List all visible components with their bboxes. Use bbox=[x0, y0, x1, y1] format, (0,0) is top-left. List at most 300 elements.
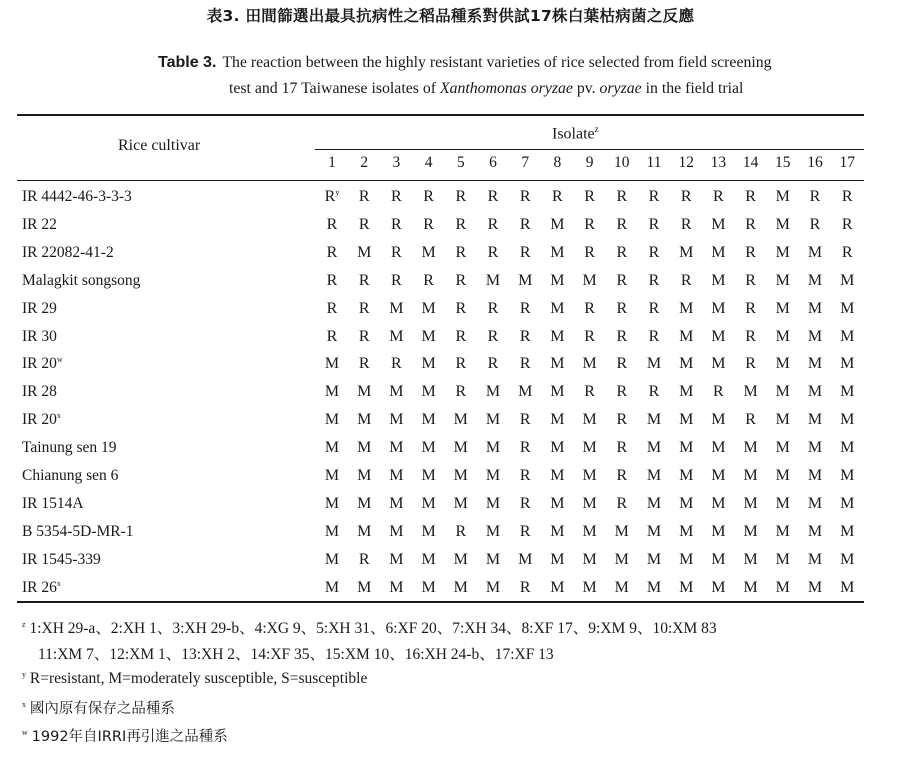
reaction-cell bbox=[413, 551, 445, 569]
reaction-value: M bbox=[711, 215, 726, 233]
reaction-value: M bbox=[775, 243, 790, 261]
reaction-cell bbox=[831, 216, 863, 234]
reaction-value: R bbox=[487, 299, 499, 317]
reaction-value: M bbox=[646, 355, 662, 373]
reaction-cell bbox=[670, 216, 702, 234]
reaction-cell bbox=[767, 523, 799, 541]
reaction-cell bbox=[477, 216, 509, 234]
reaction-cell bbox=[541, 272, 573, 290]
reaction-cell bbox=[348, 188, 380, 206]
reaction-value: R bbox=[584, 188, 595, 205]
reaction-value: M bbox=[389, 411, 404, 429]
reaction-value: R bbox=[455, 215, 467, 233]
reaction-value: R bbox=[616, 383, 628, 401]
isolate-number: 8 bbox=[553, 154, 562, 171]
reaction-value: M bbox=[421, 411, 436, 429]
reaction-value: R bbox=[616, 467, 628, 484]
isolate-number: 1 bbox=[328, 154, 336, 171]
reaction-cell bbox=[831, 355, 863, 373]
reaction-value: R bbox=[519, 327, 531, 345]
reaction-value: M bbox=[807, 243, 823, 261]
reaction-value: M bbox=[550, 550, 565, 568]
reaction-value: R bbox=[680, 271, 692, 289]
reaction-value: M bbox=[324, 494, 340, 512]
reaction-cell bbox=[799, 300, 831, 318]
reaction-value: M bbox=[711, 550, 726, 568]
reaction-value: M bbox=[807, 383, 823, 401]
reaction-cell bbox=[348, 579, 380, 597]
footnote-w-mark: w bbox=[22, 728, 28, 737]
reaction-cell bbox=[606, 383, 638, 401]
reaction-cell bbox=[767, 467, 799, 485]
cultivar-text: IR 22 bbox=[22, 215, 57, 233]
isolate-number: 17 bbox=[839, 154, 855, 171]
reaction-cell bbox=[767, 495, 799, 513]
cultivar-text: Tainung sen 19 bbox=[22, 439, 117, 457]
reaction-value: R bbox=[455, 327, 467, 345]
reaction-value: R bbox=[519, 411, 531, 429]
table-row bbox=[0, 378, 901, 406]
reaction-cell bbox=[316, 523, 348, 541]
reaction-value: R bbox=[616, 327, 628, 345]
reaction-cell bbox=[606, 188, 638, 206]
reaction-cell bbox=[509, 523, 541, 541]
reaction-value: R bbox=[391, 215, 402, 233]
table-row bbox=[0, 574, 901, 602]
reaction-cell bbox=[638, 300, 670, 318]
reaction-cell bbox=[445, 328, 477, 346]
table-row bbox=[0, 239, 901, 267]
column-header-isolate bbox=[552, 124, 599, 143]
reaction-value: R bbox=[616, 243, 628, 261]
reaction-value: R bbox=[326, 299, 338, 317]
reaction-footnote-mark: y bbox=[335, 188, 340, 197]
reaction-cell bbox=[316, 272, 348, 290]
reaction-cell bbox=[477, 467, 509, 485]
reaction-value: R bbox=[358, 355, 370, 373]
reaction-value: M bbox=[324, 522, 340, 540]
isolate-number: 16 bbox=[807, 154, 823, 171]
reaction-value: R bbox=[745, 355, 756, 373]
reaction-value: M bbox=[582, 467, 597, 484]
reaction-cell bbox=[445, 216, 477, 234]
reaction-cell bbox=[413, 188, 445, 206]
reaction-value: R bbox=[358, 299, 370, 317]
reaction-value: M bbox=[453, 578, 468, 596]
reaction-cell bbox=[509, 579, 541, 597]
table-top-rule bbox=[17, 114, 864, 116]
reaction-value: M bbox=[550, 494, 565, 512]
reaction-value: M bbox=[550, 327, 565, 345]
reaction-value: R bbox=[519, 215, 531, 233]
reaction-value: M bbox=[389, 522, 404, 540]
title-line2-part-a: test and 17 Taiwanese isolates of bbox=[229, 80, 440, 97]
reaction-value: M bbox=[711, 355, 726, 373]
reaction-value: M bbox=[711, 327, 726, 345]
column-header-rice-cultivar: Rice cultivar bbox=[118, 137, 201, 154]
isolate-header-text: Isolate bbox=[552, 125, 595, 143]
reaction-value: M bbox=[840, 578, 855, 596]
reaction-value: R bbox=[648, 383, 660, 401]
reaction-value: M bbox=[775, 215, 790, 233]
reaction-cell bbox=[735, 411, 767, 429]
reaction-cell bbox=[509, 216, 541, 234]
reaction-value: R bbox=[648, 188, 660, 205]
reaction-value: R bbox=[841, 243, 853, 261]
reaction-value: M bbox=[775, 355, 790, 373]
reaction-value: M bbox=[775, 271, 790, 289]
reaction-value: R bbox=[487, 327, 499, 345]
isolate-number: 10 bbox=[614, 154, 630, 171]
reaction-cell bbox=[735, 355, 767, 373]
reaction-value: R bbox=[745, 188, 756, 205]
reaction-cell bbox=[735, 244, 767, 262]
reaction-value: M bbox=[357, 578, 372, 596]
cultivar-name bbox=[22, 272, 140, 290]
reaction-value: M bbox=[743, 467, 758, 484]
reaction-cell bbox=[380, 355, 412, 373]
reaction-value: R bbox=[487, 188, 499, 205]
reaction-value: M bbox=[646, 578, 662, 596]
reaction-cell bbox=[767, 411, 799, 429]
reaction-cell bbox=[348, 495, 380, 513]
reaction-cell bbox=[477, 188, 509, 206]
reaction-cell bbox=[799, 272, 831, 290]
reaction-cell bbox=[316, 411, 348, 429]
reaction-cell bbox=[702, 244, 734, 262]
title-line2-part-c: in the field trial bbox=[641, 80, 744, 97]
reaction-cell bbox=[799, 355, 831, 373]
reaction-value: R bbox=[358, 188, 370, 205]
reaction-value: M bbox=[389, 494, 404, 512]
reaction-cell bbox=[702, 579, 734, 597]
reaction-cell bbox=[380, 439, 412, 457]
reaction-value: R bbox=[519, 494, 531, 512]
reaction-cell bbox=[574, 467, 606, 485]
reaction-value: M bbox=[679, 411, 694, 429]
reaction-cell bbox=[413, 355, 445, 373]
reaction-value: M bbox=[324, 439, 340, 457]
reaction-cell bbox=[606, 411, 638, 429]
reaction-cell bbox=[606, 467, 638, 485]
reaction-value: M bbox=[840, 327, 855, 345]
reaction-value: R bbox=[455, 355, 467, 373]
reaction-cell bbox=[799, 244, 831, 262]
reaction-cell bbox=[348, 411, 380, 429]
reaction-value: R bbox=[680, 215, 692, 233]
reaction-cell bbox=[670, 244, 702, 262]
table-row bbox=[0, 267, 901, 295]
reaction-value: M bbox=[324, 383, 340, 401]
reaction-cell bbox=[316, 188, 348, 206]
reaction-value: R bbox=[745, 243, 756, 261]
reaction-value: R bbox=[713, 383, 724, 401]
reaction-value: R bbox=[809, 215, 821, 233]
reaction-cell bbox=[606, 551, 638, 569]
reaction-cell bbox=[702, 216, 734, 234]
reaction-cell bbox=[445, 411, 477, 429]
isolate-header-rule bbox=[315, 149, 864, 150]
reaction-value: M bbox=[840, 522, 855, 540]
reaction-value: M bbox=[711, 578, 726, 596]
isolate-number: 3 bbox=[392, 154, 401, 171]
reaction-cell bbox=[509, 467, 541, 485]
reaction-cell bbox=[799, 579, 831, 597]
reaction-cell bbox=[670, 467, 702, 485]
reaction-value: R bbox=[455, 243, 467, 261]
cultivar-name bbox=[22, 579, 61, 597]
reaction-value: M bbox=[679, 522, 694, 540]
reaction-cell bbox=[509, 188, 541, 206]
reaction-cell bbox=[702, 188, 734, 206]
header-bottom-rule bbox=[17, 180, 864, 181]
reaction-value: M bbox=[485, 494, 501, 512]
reaction-value: R bbox=[423, 215, 434, 233]
reaction-value: M bbox=[840, 271, 855, 289]
reaction-cell bbox=[735, 551, 767, 569]
isolate-number: 2 bbox=[360, 154, 369, 171]
reaction-cell bbox=[413, 439, 445, 457]
reaction-cell bbox=[348, 300, 380, 318]
reaction-cell bbox=[541, 328, 573, 346]
cultivar-text: IR 20 bbox=[22, 355, 57, 373]
reaction-value: R bbox=[519, 188, 531, 205]
reaction-cell bbox=[380, 411, 412, 429]
reaction-value: M bbox=[582, 271, 597, 289]
cultivar-name bbox=[22, 523, 134, 541]
reaction-value: M bbox=[357, 243, 372, 261]
reaction-cell bbox=[574, 216, 606, 234]
reaction-value: M bbox=[550, 578, 565, 596]
reaction-cell bbox=[509, 328, 541, 346]
reaction-value: M bbox=[679, 467, 694, 484]
reaction-cell bbox=[509, 383, 541, 401]
reaction-value: M bbox=[775, 467, 790, 484]
reaction-cell bbox=[831, 523, 863, 541]
reaction-cell bbox=[831, 383, 863, 401]
reaction-value: M bbox=[453, 411, 468, 429]
reaction-cell bbox=[316, 216, 348, 234]
reaction-cell bbox=[348, 551, 380, 569]
reaction-value: M bbox=[357, 383, 372, 401]
reaction-value: R bbox=[326, 327, 338, 345]
reaction-cell bbox=[380, 188, 412, 206]
reaction-value: M bbox=[807, 578, 823, 596]
reaction-cell bbox=[735, 495, 767, 513]
reaction-cell bbox=[735, 439, 767, 457]
reaction-value: M bbox=[807, 550, 823, 568]
reaction-value: R bbox=[648, 299, 660, 317]
reaction-cell bbox=[767, 551, 799, 569]
reaction-value: R bbox=[616, 271, 628, 289]
reaction-value: M bbox=[421, 550, 436, 568]
reaction-cell bbox=[735, 383, 767, 401]
reaction-cell bbox=[670, 355, 702, 373]
reaction-cell bbox=[541, 383, 573, 401]
reaction-value: R bbox=[616, 439, 628, 457]
isolate-number: 15 bbox=[775, 154, 791, 171]
cultivar-text: IR 1514A bbox=[22, 494, 84, 512]
reaction-cell bbox=[541, 216, 573, 234]
reaction-value: R bbox=[648, 243, 660, 261]
reaction-value: M bbox=[807, 522, 823, 540]
reaction-cell bbox=[606, 495, 638, 513]
reaction-value: M bbox=[840, 439, 855, 457]
title-line2-part-b: pv. bbox=[572, 80, 600, 97]
reaction-value: M bbox=[550, 383, 565, 401]
reaction-cell bbox=[574, 300, 606, 318]
reaction-value: M bbox=[453, 439, 468, 457]
reaction-value: M bbox=[743, 578, 758, 596]
reaction-cell bbox=[445, 467, 477, 485]
reaction-value: M bbox=[421, 383, 436, 401]
reaction-value: M bbox=[324, 550, 340, 568]
reaction-value: M bbox=[389, 550, 404, 568]
reaction-value: R bbox=[809, 188, 821, 205]
reaction-value: M bbox=[421, 494, 436, 512]
reaction-cell bbox=[477, 244, 509, 262]
isolate-number: 9 bbox=[585, 154, 594, 171]
reaction-cell bbox=[799, 495, 831, 513]
reaction-value: R bbox=[487, 355, 499, 373]
reaction-cell bbox=[380, 300, 412, 318]
reaction-value: M bbox=[711, 271, 726, 289]
reaction-cell bbox=[799, 216, 831, 234]
reaction-value: R bbox=[455, 383, 467, 401]
reaction-value: M bbox=[807, 439, 823, 457]
reaction-value: M bbox=[357, 522, 372, 540]
reaction-value: R bbox=[326, 243, 338, 261]
reaction-value: R bbox=[584, 383, 595, 401]
reaction-value: M bbox=[421, 355, 436, 373]
reaction-cell bbox=[541, 579, 573, 597]
reaction-value: M bbox=[582, 355, 597, 373]
reaction-value: R bbox=[519, 467, 531, 484]
footnote-x bbox=[22, 697, 175, 718]
reaction-cell bbox=[413, 216, 445, 234]
cultivar-text: B 5354-5D-MR-1 bbox=[22, 522, 134, 540]
reaction-value: R bbox=[648, 327, 660, 345]
table-row bbox=[0, 434, 901, 462]
reaction-value: M bbox=[775, 188, 790, 205]
reaction-cell bbox=[509, 495, 541, 513]
reaction-cell bbox=[799, 328, 831, 346]
reaction-value: M bbox=[550, 522, 565, 540]
reaction-cell bbox=[767, 579, 799, 597]
reaction-cell bbox=[574, 523, 606, 541]
reaction-cell bbox=[799, 383, 831, 401]
cultivar-text: Chianung sen 6 bbox=[22, 467, 119, 484]
reaction-value: M bbox=[840, 355, 855, 373]
reaction-cell bbox=[348, 216, 380, 234]
reaction-cell bbox=[541, 411, 573, 429]
reaction-cell bbox=[606, 439, 638, 457]
reaction-value: R bbox=[519, 299, 531, 317]
reaction-cell bbox=[380, 467, 412, 485]
reaction-value: M bbox=[679, 327, 694, 345]
reaction-cell bbox=[670, 495, 702, 513]
reaction-value: M bbox=[389, 439, 404, 457]
reaction-cell bbox=[670, 272, 702, 290]
reaction-cell bbox=[574, 272, 606, 290]
reaction-cell bbox=[831, 328, 863, 346]
table-row bbox=[0, 518, 901, 546]
reaction-value: R bbox=[358, 550, 370, 568]
reaction-cell bbox=[477, 439, 509, 457]
reaction-value: M bbox=[646, 522, 662, 540]
reaction-cell bbox=[767, 244, 799, 262]
reaction-value: R bbox=[745, 215, 756, 233]
reaction-value: M bbox=[485, 271, 501, 289]
reaction-cell bbox=[638, 411, 670, 429]
footnote-z-line1 bbox=[22, 616, 717, 638]
isolate-number: 6 bbox=[489, 154, 497, 171]
reaction-value: R bbox=[358, 215, 370, 233]
reaction-cell bbox=[799, 523, 831, 541]
table-row bbox=[0, 406, 901, 434]
reaction-value: R bbox=[616, 299, 628, 317]
reaction-cell bbox=[574, 383, 606, 401]
reaction-cell bbox=[380, 216, 412, 234]
reaction-cell bbox=[606, 300, 638, 318]
reaction-cell bbox=[574, 551, 606, 569]
reaction-value: M bbox=[582, 439, 597, 457]
reaction-value: R bbox=[745, 299, 756, 317]
reaction-cell bbox=[670, 579, 702, 597]
reaction-cell bbox=[541, 439, 573, 457]
reaction-cell bbox=[638, 523, 670, 541]
reaction-cell bbox=[509, 272, 541, 290]
reaction-cell bbox=[445, 495, 477, 513]
title-line1-text: The reaction between the highly resistant varieties of rice selected from field screening bbox=[222, 54, 772, 71]
reaction-value: R bbox=[616, 355, 628, 373]
reaction-value: M bbox=[743, 383, 758, 401]
reaction-cell bbox=[767, 300, 799, 318]
reaction-value: M bbox=[646, 411, 662, 429]
reaction-cell bbox=[735, 579, 767, 597]
cultivar-text: IR 20 bbox=[22, 411, 57, 429]
reaction-cell bbox=[445, 383, 477, 401]
reaction-cell bbox=[509, 244, 541, 262]
reaction-value: R bbox=[391, 243, 402, 261]
reaction-cell bbox=[445, 188, 477, 206]
reaction-value: R bbox=[745, 411, 756, 429]
reaction-value: R bbox=[552, 188, 563, 205]
reaction-value: M bbox=[807, 355, 823, 373]
reaction-value: M bbox=[807, 299, 823, 317]
reaction-cell bbox=[670, 411, 702, 429]
reaction-value: M bbox=[582, 578, 597, 596]
reaction-value: M bbox=[840, 494, 855, 512]
title-species-name: Xanthomonas oryzae bbox=[439, 80, 573, 97]
reaction-cell bbox=[348, 272, 380, 290]
cultivar-text: IR 30 bbox=[22, 327, 57, 345]
reaction-cell bbox=[606, 272, 638, 290]
footnote-y-mark: y bbox=[22, 670, 26, 679]
reaction-cell bbox=[638, 244, 670, 262]
reaction-value: R bbox=[616, 215, 628, 233]
reaction-cell bbox=[380, 579, 412, 597]
cultivar-footnote-mark: x bbox=[56, 578, 61, 588]
reaction-cell bbox=[735, 216, 767, 234]
reaction-value: M bbox=[550, 215, 565, 233]
table-label: Table 3. bbox=[158, 54, 217, 71]
footnote-z-mark: z bbox=[22, 620, 26, 629]
reaction-value: M bbox=[453, 467, 468, 484]
reaction-value: M bbox=[614, 578, 629, 596]
reaction-cell bbox=[735, 467, 767, 485]
reaction-value: M bbox=[807, 467, 823, 484]
